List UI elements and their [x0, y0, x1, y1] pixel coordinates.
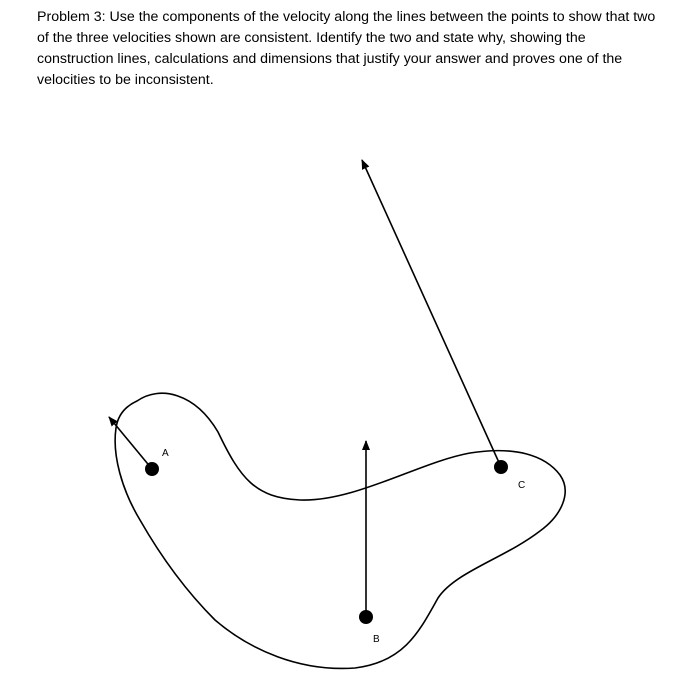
velocity-vector-c — [362, 160, 501, 467]
point-c-dot — [494, 460, 508, 474]
point-a-label: A — [162, 448, 169, 459]
point-a-dot — [145, 462, 159, 476]
point-c-label: C — [518, 480, 526, 491]
body-outline — [115, 393, 565, 668]
point-b-dot — [359, 610, 373, 624]
point-b-label: B — [373, 634, 380, 645]
problem-statement: Problem 3: Use the components of the velocity along the lines between the points to show that two of the three velocities shown are consistent. Identify the two and state why, showing the construction lines, calculations and dimensions that justify your answer and proves one of the velocities to be inconsistent. — [37, 9, 656, 88]
